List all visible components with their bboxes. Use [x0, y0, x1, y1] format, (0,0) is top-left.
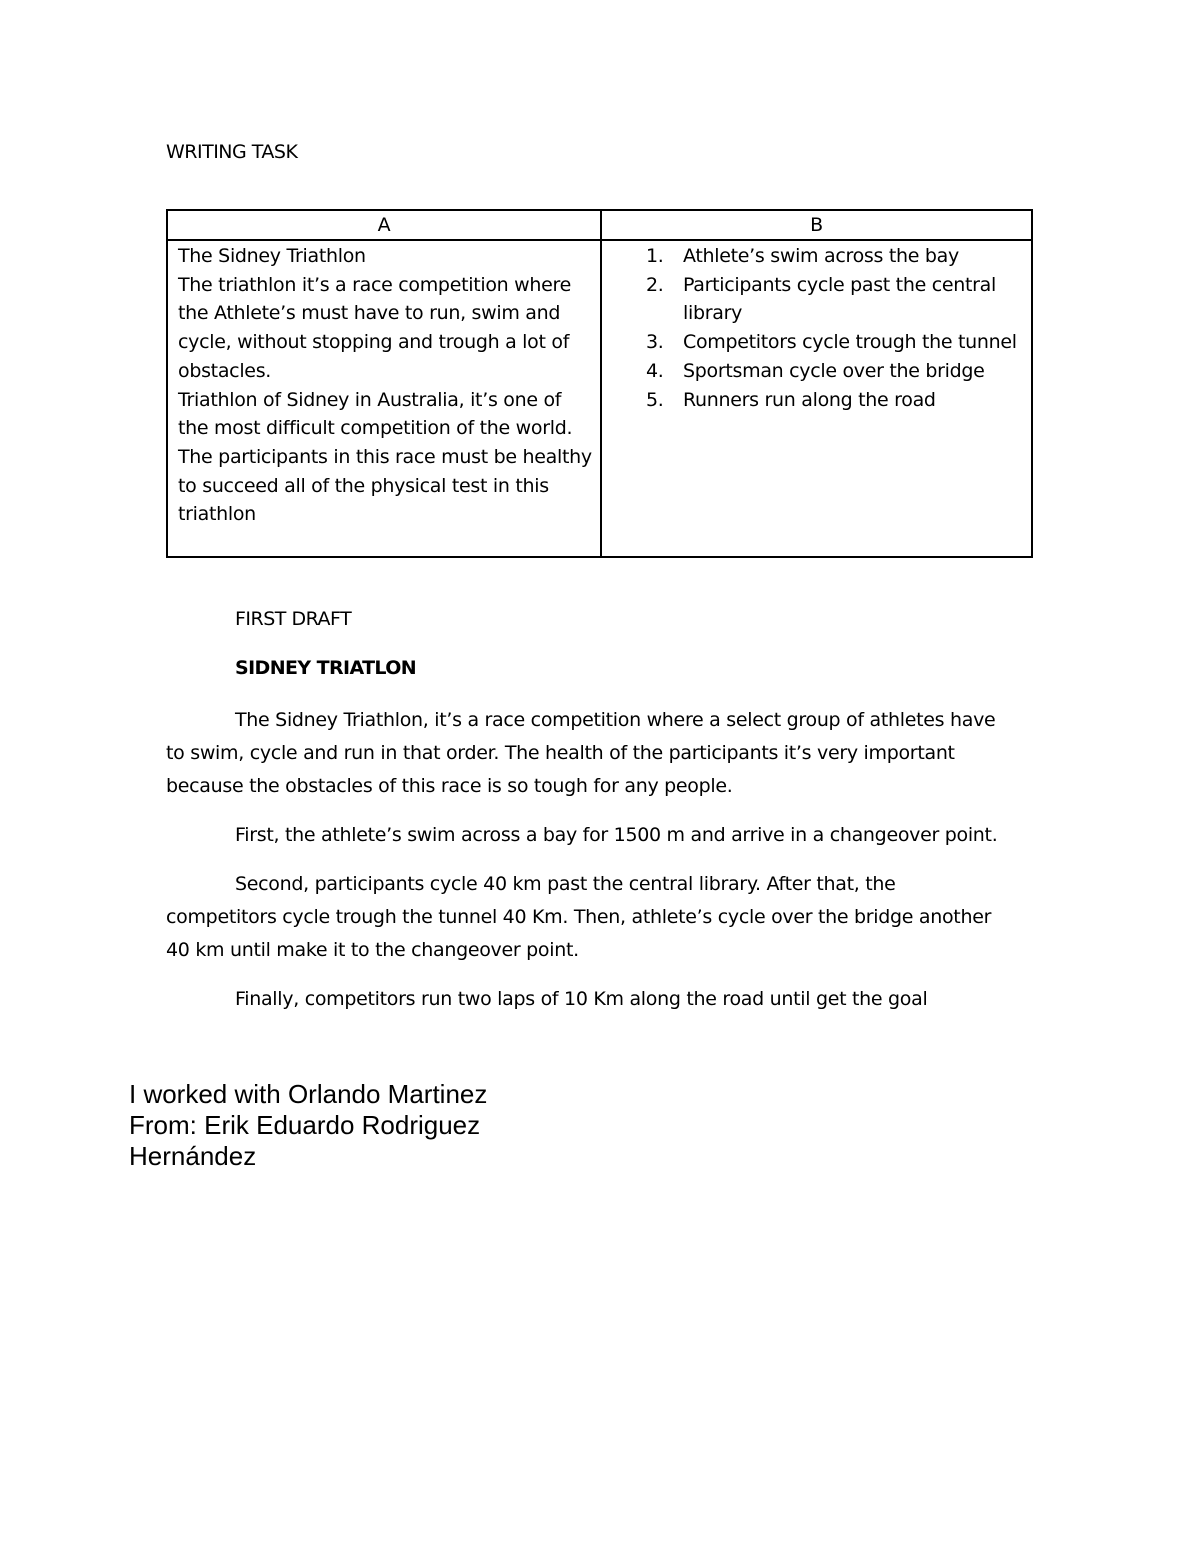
essay-paragraph: Second, participants cycle 40 km past the central library. After that, the competitors cycle trough the tunnel 40 Km. Then, athlete’s cycle over the bridge another 40 km until make it to the changeover point. [166, 873, 992, 961]
list-item-number: 3. [646, 331, 664, 354]
column-a-title: The Sidney Triathlon [178, 245, 366, 267]
stage-list [602, 242, 1025, 414]
author-surname-line: Hernández [129, 1141, 257, 1171]
column-a-header: A [167, 210, 601, 240]
table-header-row [167, 210, 1032, 240]
essay-body [166, 704, 1006, 1032]
list-item-text: Participants cycle past the central library [683, 273, 996, 325]
essay-paragraph: First, the athlete’s swim across a bay for 1500 m and arrive in a changeover point. [235, 824, 998, 846]
list-item-text: Runners run along the road [683, 388, 936, 411]
table-row [167, 240, 1032, 557]
essay-title: SIDNEY TRIATLON [235, 657, 417, 679]
list-item-number: 4. [646, 359, 664, 382]
column-b-cell [601, 240, 1032, 557]
essay-paragraph: Finally, competitors run two laps of 10 Km along the road until get the goal [235, 988, 928, 1010]
list-item-text: Sportsman cycle over the bridge [683, 359, 985, 382]
collaborator-line: I worked with Orlando Martinez [129, 1079, 488, 1109]
list-item-number: 5. [646, 388, 664, 411]
list-item-number: 1. [646, 245, 664, 267]
list-item-number: 2. [646, 273, 664, 296]
draft-label: FIRST DRAFT [235, 608, 352, 630]
author-note [129, 1079, 549, 1172]
list-item [602, 386, 1025, 415]
page-heading: WRITING TASK [166, 141, 298, 163]
list-item [602, 357, 1025, 386]
column-a-paragraph: Triathlon of Sidney in Australia, it’s one of the most difficult competition of the world. [178, 388, 573, 440]
list-item-text: Athlete’s swim across the bay [683, 245, 959, 267]
task-table [166, 209, 1033, 558]
list-item [602, 271, 1025, 328]
author-line: From: Erik Eduardo Rodriguez [129, 1110, 481, 1140]
column-a-paragraph: The triathlon it’s a race competition where the Athlete’s must have to run, swim and cycle, without stopping and trough a lot of obstacles. [178, 273, 572, 382]
column-a-cell [167, 240, 601, 557]
list-item [602, 328, 1025, 357]
list-item-text: Competitors cycle trough the tunnel [683, 331, 1017, 354]
column-b-header: B [601, 210, 1032, 240]
column-a-paragraph: The participants in this race must be healthy to succeed all of the physical test in this triathlon [178, 445, 592, 526]
essay-paragraph: The Sidney Triathlon, it’s a race competition where a select group of athletes have to swim, cycle and run in that order. The health of the participants it’s very important because the obstacles of this race is so tough for any people. [166, 709, 996, 797]
list-item [602, 242, 1025, 271]
